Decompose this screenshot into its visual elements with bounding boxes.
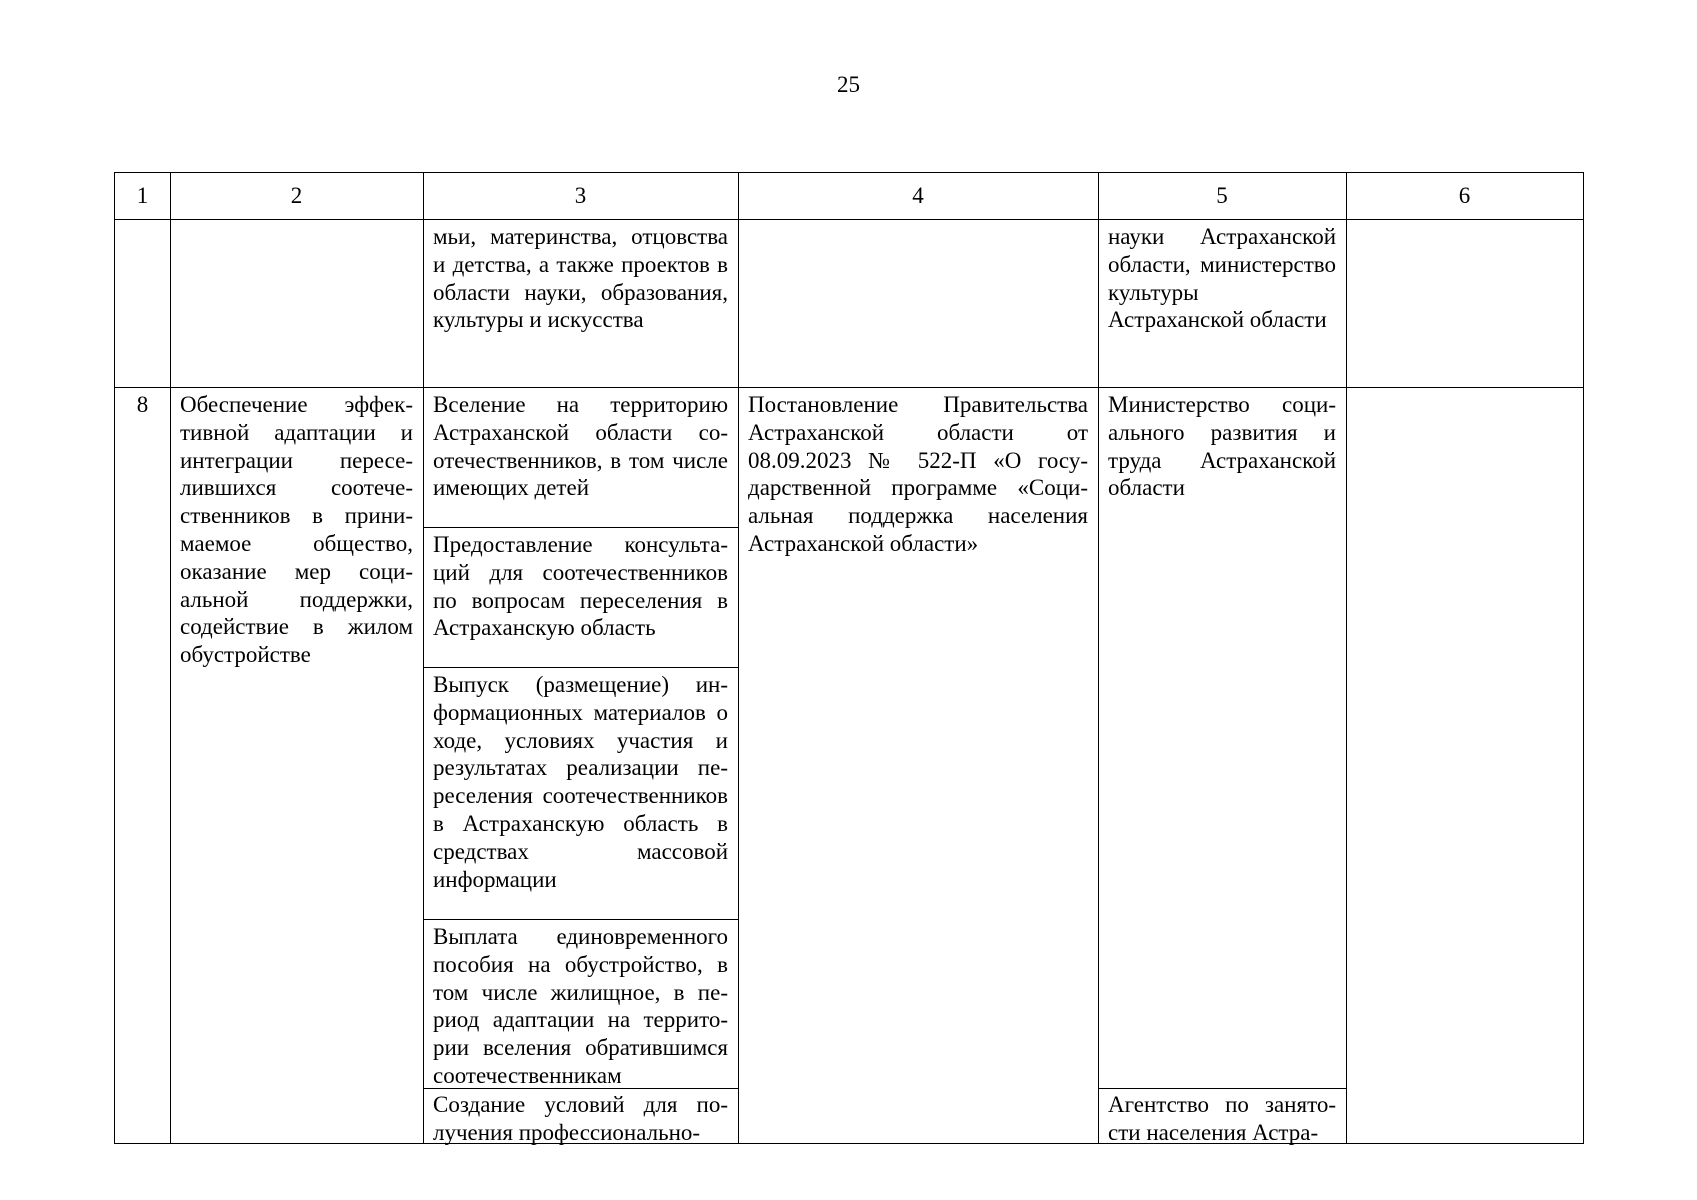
header-col-5: 5 — [1216, 183, 1228, 208]
header-col-4: 4 — [912, 183, 924, 208]
row-divider — [115, 387, 1583, 388]
header-col-2: 2 — [290, 183, 303, 208]
header-row-divider — [115, 219, 1583, 220]
subrow-divider — [423, 919, 738, 920]
responsible-body: Агентство по занятости населения Астра- — [1108, 1092, 1336, 1145]
continued-col3-text: мьи, материнства, отцовства и детства, а также проектов в области науки, образования, культуры и искусства — [433, 224, 728, 333]
responsible-body: Министерство социального развития и труда Астраханской области — [1108, 392, 1336, 501]
header-col-6: 6 — [1458, 183, 1471, 208]
header-col-1: 1 — [136, 183, 149, 208]
activity-item: Вселение на территорию Астраханской области соотечественников, в том числе имеющих детей — [433, 392, 728, 501]
column-divider — [738, 173, 739, 1143]
activity-item: Предоставление консультаций для соотечественников по вопросам переселения в Астраханскую область — [433, 532, 728, 641]
subrow-divider — [1098, 1088, 1346, 1089]
header-col-3: 3 — [574, 183, 587, 208]
program-table — [114, 172, 1584, 1144]
column-divider — [1346, 173, 1347, 1143]
activity-item: Выпуск (размещение) информационных материалов о ходе, условиях участия и результатах реализации переселения соотечественников в Астраханскую область в средствах массовой информации — [433, 672, 728, 892]
continued-col5-text: науки Астраханской области, министерство культуры Астраханской области — [1108, 224, 1336, 333]
row-8-goal-text: Обеспечение эффективной адаптации и интеграции переселившихся соотечественников в принимаемое общество, оказание мер социальной поддержки, содействие в жилом обустройстве — [180, 392, 413, 668]
row-number: 8 — [136, 392, 149, 417]
activity-item: Создание условий для получения профессионально- — [433, 1092, 728, 1145]
activity-item: Выплата единовременного пособия на обустройство, в том числе жилищное, в период адаптации на территории вселения обратившимся соотечественникам — [433, 924, 728, 1088]
subrow-divider — [423, 527, 738, 528]
page-number: 25 — [837, 72, 860, 97]
subrow-divider — [423, 667, 738, 668]
legal-act-text: Постановление Правительства Астраханской области от 08.09.2023 № 522-П «О государственной программе «Социальная поддержка населения Астраханской области» — [748, 392, 1088, 556]
